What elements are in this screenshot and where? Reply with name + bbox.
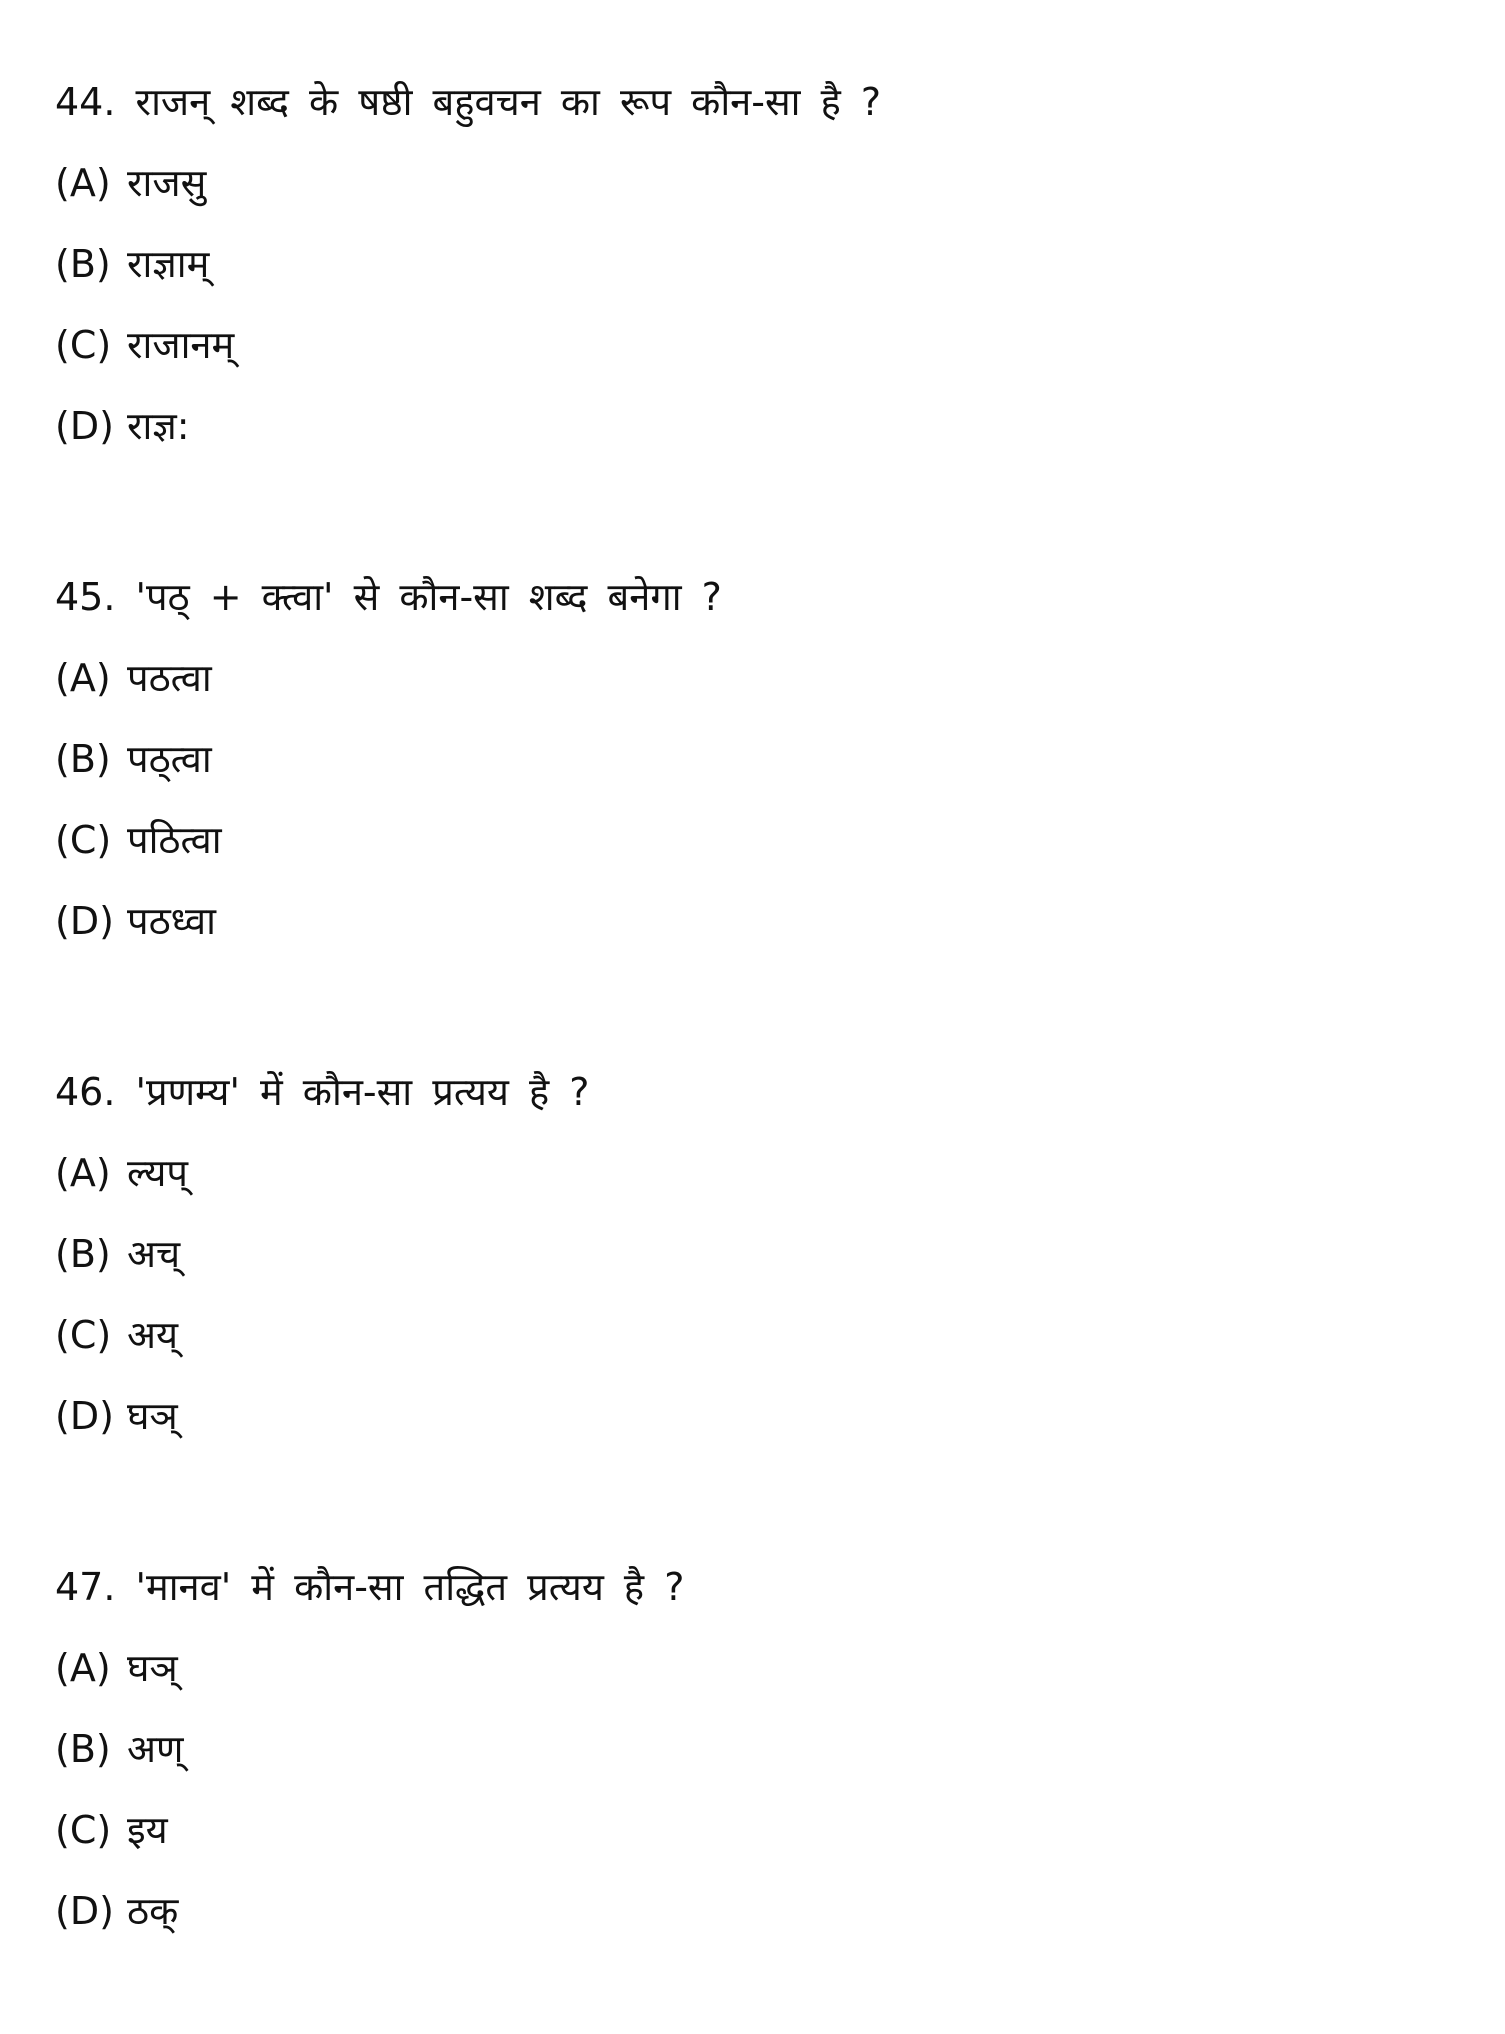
option-label: (C) [55, 323, 112, 367]
question-text: राजन् शब्द के षष्ठी बहुवचन का रूप कौन-सा है ? [135, 80, 882, 124]
option-c[interactable] [55, 1305, 1455, 1365]
option-label: (B) [55, 242, 111, 286]
option-text: अय् [127, 1313, 179, 1357]
question-text: 'पठ् + क्त्वा' से कौन-सा शब्द बनेगा ? [135, 575, 722, 619]
option-label: (B) [55, 737, 111, 781]
question-stem [55, 1062, 1455, 1122]
option-label: (A) [55, 656, 111, 700]
option-text: घञ् [127, 1394, 178, 1438]
option-c[interactable] [55, 1800, 1455, 1860]
option-text: अच् [127, 1232, 181, 1276]
question-46 [55, 1062, 1455, 1446]
option-text: ठक् [127, 1889, 179, 1933]
option-label: (B) [55, 1727, 111, 1771]
option-label: (A) [55, 1151, 111, 1195]
question-number: 44. [55, 80, 116, 124]
option-text: इय [127, 1808, 168, 1852]
option-a[interactable] [55, 153, 1455, 213]
option-d[interactable] [55, 1386, 1455, 1446]
question-45 [55, 567, 1455, 951]
option-label: (A) [55, 161, 111, 205]
option-text: ल्यप् [127, 1151, 188, 1195]
option-text: अण् [127, 1727, 184, 1771]
option-text: पठत्वा [127, 656, 212, 700]
option-label: (C) [55, 818, 112, 862]
option-label: (D) [55, 899, 114, 943]
question-47 [55, 1557, 1455, 1941]
option-a[interactable] [55, 1143, 1455, 1203]
option-text: पठध्वा [127, 899, 216, 943]
option-label: (C) [55, 1808, 112, 1852]
option-text: राजानम् [127, 323, 235, 367]
option-c[interactable] [55, 315, 1455, 375]
question-stem [55, 567, 1455, 627]
question-44 [55, 72, 1455, 456]
option-a[interactable] [55, 648, 1455, 708]
option-label: (D) [55, 404, 114, 448]
option-text: राज्ञाम् [127, 242, 210, 286]
option-label: (D) [55, 1889, 114, 1933]
option-text: घञ् [127, 1646, 178, 1690]
option-c[interactable] [55, 810, 1455, 870]
option-text: पठित्वा [127, 818, 222, 862]
question-text: 'प्रणम्य' में कौन-सा प्रत्यय है ? [135, 1070, 590, 1114]
option-d[interactable] [55, 891, 1455, 951]
option-label: (B) [55, 1232, 111, 1276]
option-b[interactable] [55, 234, 1455, 294]
option-a[interactable] [55, 1638, 1455, 1698]
question-number: 46. [55, 1070, 116, 1114]
option-b[interactable] [55, 729, 1455, 789]
option-text: राज्ञ: [127, 404, 190, 448]
question-text: 'मानव' में कौन-सा तद्धित प्रत्यय है ? [135, 1565, 685, 1609]
question-stem [55, 1557, 1455, 1617]
option-d[interactable] [55, 1881, 1455, 1941]
option-b[interactable] [55, 1224, 1455, 1284]
option-label: (A) [55, 1646, 111, 1690]
option-label: (C) [55, 1313, 112, 1357]
option-d[interactable] [55, 396, 1455, 456]
option-label: (D) [55, 1394, 114, 1438]
option-b[interactable] [55, 1719, 1455, 1779]
question-number: 45. [55, 575, 116, 619]
question-stem [55, 72, 1455, 132]
question-number: 47. [55, 1565, 116, 1609]
option-text: राजसु [127, 161, 207, 205]
option-text: पठ्त्वा [127, 737, 212, 781]
